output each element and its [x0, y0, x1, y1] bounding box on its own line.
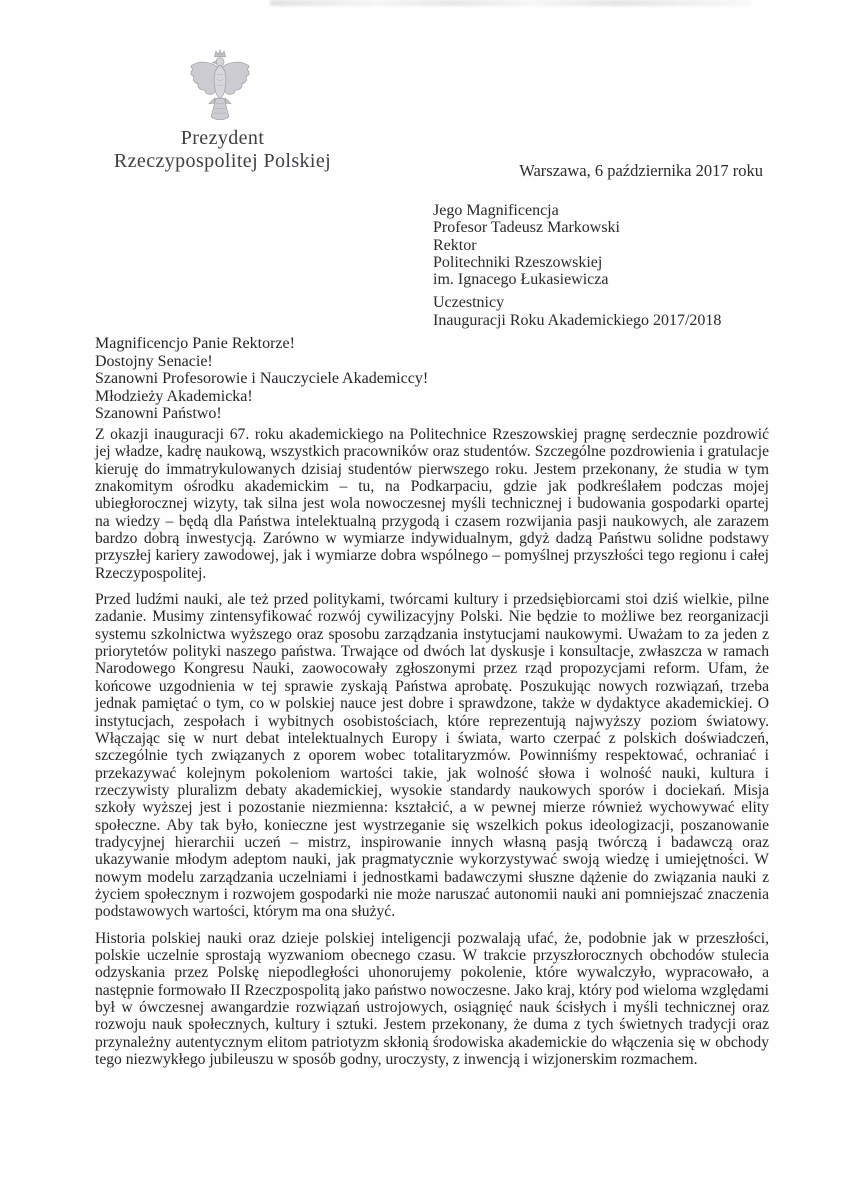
addressee-line: Profesor Tadeusz Markowski — [433, 219, 620, 237]
body-paragraph: Historia polskiej nauki oraz dzieje polskiej inteligencji pozwalają ufać, że, podobnie jak w przeszłości, polskie uczelnie sprostają wyzwaniom obecnego czasu. W trakcie przyszłorocznych obchodów stulecia odzyskania przez Polskę niepodległości uhonorujemy pokolenie, które wywalczyło, wypracowało, a następnie formowało II Rzeczpospolitą jako państwo nowoczesne. Jako kraj, który pod wieloma względami był w ówczesnej awangardzie rozwiązań ustrojowych, osiągnięć nauk ścisłych i myśli technicznej oraz rozwoju nauk społecznych, kultury i sztuki. Jestem przekonany, że duma z tych świetnych tradycji oraz przynależny autentycznym elitom patriotyzm skłonią środowiska akademickie do włączenia się w obchody tego niezwykłego jubileuszu w sposób godny, uroczysty, z inwencją i wizjonerskim rozmachem. — [95, 929, 769, 1069]
salutation-line: Magnificencjo Panie Rektorze! — [95, 335, 295, 352]
scan-artifact — [270, 0, 750, 6]
addressee-line: Politechniki Rzeszowskiej — [433, 253, 603, 271]
salutation-line: Młodzieży Akademicka! — [95, 387, 253, 405]
addressee-line: Rektor — [433, 236, 477, 254]
salutation-line: Dostojny Senacie! — [95, 352, 213, 370]
coat-of-arms-icon — [186, 46, 254, 126]
addressee-participants-line: Inauguracji Roku Akademickiego 2017/2018 — [433, 311, 722, 329]
addressee-line: Jego Magnificencja — [433, 202, 559, 219]
body-paragraph: Przed ludźmi nauki, ale też przed politykami, twórcami kultury i przedsiębiorcami stoi dziś wielkie, pilne zadanie. Musimy zintensyfikować rozwój cywilizacyjny Polski. Nie będzie to możliwe bez reorganizacji systemu szkolnictwa wyższego oraz sposobu zarządzania instytucjami naukowymi. Uważam to za jeden z priorytetów polityki naszego państwa. Trwające od dwóch lat dyskusje i konsultacje, zwłaszcza w ramach Narodowego Kongresu Nauki, zaowocowały zgłoszonymi przez rząd propozycjami reform. Ufam, że końcowe uzgodnienia w tej sprawie zyskają Państwa aprobatę. Poszukując nowych rozwiązań, trzeba jednak pamiętać o tym, co w polskiej nauce jest dobre i sprawdzone, także w dydaktyce akademickiej. O instytucjach, zespołach i wybitnych osobistościach, które reprezentują najwyższy poziom światowy. Włączając się w nurt debat intelektualnych Europy i świata, warto czerpać z polskich doświadczeń, szczególnie tych związanych z oporem wobec totalitaryzmów. Powinniśmy respektować, ochraniać i przekazywać kolejnym pokoleniom wartości takie, jak wolność słowa i wolność nauki, kultura i rzeczywisty pluralizm debaty akademickiej, wysokie standardy naukowych sporów i dociekań. Misja szkoły wyższej jest i pozostanie niezmienna: kształcić, a w pewnej mierze również wychowywać elity społeczne. Aby tak było, konieczne jest wystrzeganie się wszelkich pokus ideologizacji, poszanowanie tradycyjnej hierarchii uczeń – mistrz, inspirowanie innych własną pasją twórczą i badawczą oraz ukazywanie młodym adeptom nauki, jak pragmatycznie wykorzystywać swoją wiedzę i umiejętności. W nowym modelu zarządzania uczelniami i jednostkami badawczymi słuszne dążenie do związania nauki z życiem społecznym i rozwojem gospodarki nie może naruszać autonomii nauki ani pomniejszać znaczenia podstawowych wartości, którym ma ona służyć. — [95, 591, 769, 921]
addressee-participants-line: Uczestnicy — [433, 294, 505, 312]
letterhead-title-line2: Rzeczypospolitej Polskiej — [113, 150, 332, 172]
letter-body — [95, 426, 769, 1068]
dateline: Warszawa, 6 października 2017 roku — [519, 161, 763, 180]
salutation-line: Szanowni Państwo! — [95, 405, 222, 423]
addressee-block — [433, 202, 793, 329]
salutation-line: Szanowni Profesorowie i Nauczyciele Akademiccy! — [95, 370, 429, 388]
salutation-block — [95, 335, 595, 423]
body-paragraph: Z okazji inauguracji 67. roku akademickiego na Politechnice Rzeszowskiej pragnę serdecznie pozdrowić jej władze, kadrę naukową, wszystkich pracowników oraz studentów. Szczególne pozdrowienia i gratulacje kieruję do immatrykulowanych dzisiaj studentów pierwszego roku. Jestem przekonany, że studia w tym znakomitym ośrodku akademickim – tu, na Podkarpaciu, gdzie jak podkreślałem podczas mojej ubiegłorocznej wizyty, tak silna jest wola nowoczesnej myśli technicznej i budowania gospodarki opartej na wiedzy – będą dla Państwa intelektualną przygodą i czasem rozwijania pasji naukowych, ale zarazem bardzo dobrą inwestycją. Zarówno w wymiarze indywidualnym, gdyż dadzą Państwu solidne podstawy przyszłej kariery zawodowej, jak i wymiarze dobra wspólnego – pomyślnej przyszłości tego regionu i całej Rzeczypospolitej. — [95, 426, 769, 582]
letterhead-title-line1: Prezydent — [180, 127, 265, 149]
addressee-line: im. Ignacego Łukasiewicza — [433, 271, 609, 289]
